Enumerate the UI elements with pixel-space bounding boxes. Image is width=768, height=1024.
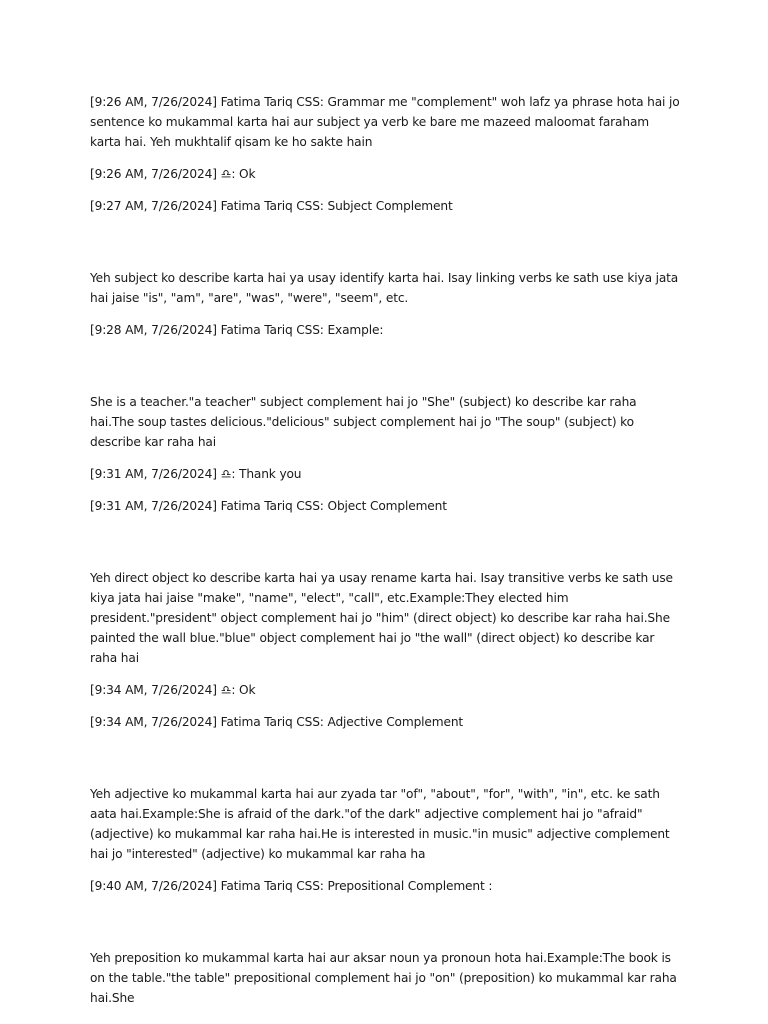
message-sender: Fatima Tariq CSS: (220, 199, 324, 213)
message-sender: Fatima Tariq CSS: (220, 323, 324, 337)
chat-message (90, 680, 680, 700)
message-timestamp: [9:26 AM, 7/26/2024] (90, 167, 217, 181)
body-paragraph: She is a teacher."a teacher" subject complement hai jo "She" (subject) ko describe kar raha hai.The soup tastes delicious."delicious" subject complement hai jo "The soup" (subject) ko describe kar raha hai (90, 395, 637, 449)
body-paragraph: Yeh adjective ko mukammal karta hai aur zyada tar "of", "about", "for", "with", "in", etc. ke sath aata hai.Example:She is afraid of the dark."of the dark" adjective complement hai jo "afraid" (adjective) ko mukammal kar raha hai.He is interested in music."in music" adjective complement hai jo "interested" (adjective) ko mukammal kar raha ha (90, 787, 670, 861)
chat-message (90, 164, 680, 184)
message-text: Prepositional Complement : (327, 879, 493, 893)
message-timestamp: [9:28 AM, 7/26/2024] (90, 323, 217, 337)
message-sender: ♎: (220, 467, 236, 481)
message-text: Object Complement (327, 499, 447, 513)
chat-message (90, 196, 680, 216)
chat-message (90, 496, 680, 516)
message-text: Thank you (239, 467, 302, 481)
chat-message (90, 712, 680, 732)
message-text: Ok (239, 167, 256, 181)
body-paragraph: Yeh preposition ko mukammal karta hai aur aksar noun ya pronoun hota hai.Example:The book is on the table."the table" prepositional complement hai jo "on" (preposition) ko mukammal kar raha hai.She (90, 951, 677, 1005)
message-text: Example: (327, 323, 384, 337)
message-text: Ok (239, 683, 256, 697)
message-timestamp: [9:34 AM, 7/26/2024] (90, 715, 217, 729)
body-paragraph: Yeh subject ko describe karta hai ya usay identify karta hai. Isay linking verbs ke sath use kiya jata hai jaise "is", "am", "are", "was", "were", "seem", etc. (90, 271, 679, 305)
message-timestamp: [9:40 AM, 7/26/2024] (90, 879, 217, 893)
chat-message (90, 464, 680, 484)
document-page (90, 92, 680, 1020)
message-timestamp: [9:31 AM, 7/26/2024] (90, 499, 217, 513)
message-sender: Fatima Tariq CSS: (220, 499, 324, 513)
chat-message (90, 92, 680, 152)
message-sender: Fatima Tariq CSS: (220, 715, 324, 729)
message-timestamp: [9:26 AM, 7/26/2024] (90, 95, 217, 109)
message-sender: ♎: (220, 683, 236, 697)
body-paragraph: Yeh direct object ko describe karta hai ya usay rename karta hai. Isay transitive verbs ke sath use kiya jata hai jaise "make", "name", "elect", "call", etc.Example:They elected him president."president" object complement hai jo "him" (direct object) ko describe kar raha hai.She painted the wall blue."blue" object complement hai jo "the wall" (direct object) ko describe kar raha hai (90, 571, 673, 665)
message-timestamp: [9:31 AM, 7/26/2024] (90, 467, 217, 481)
message-sender: ♎: (220, 167, 236, 181)
message-sender: Fatima Tariq CSS: (220, 95, 324, 109)
message-timestamp: [9:27 AM, 7/26/2024] (90, 199, 217, 213)
message-text: Subject Complement (327, 199, 453, 213)
chat-message (90, 876, 680, 896)
message-text: Adjective Complement (327, 715, 464, 729)
message-timestamp: [9:34 AM, 7/26/2024] (90, 683, 217, 697)
chat-message (90, 320, 680, 340)
message-sender: Fatima Tariq CSS: (220, 879, 324, 893)
message-text: Grammar me "complement" woh lafz ya phrase hota hai jo sentence ko mukammal karta hai aur subject ya verb ke bare me mazeed maloomat faraham karta hai. Yeh mukhtalif qisam ke ho sakte hain (90, 95, 680, 149)
